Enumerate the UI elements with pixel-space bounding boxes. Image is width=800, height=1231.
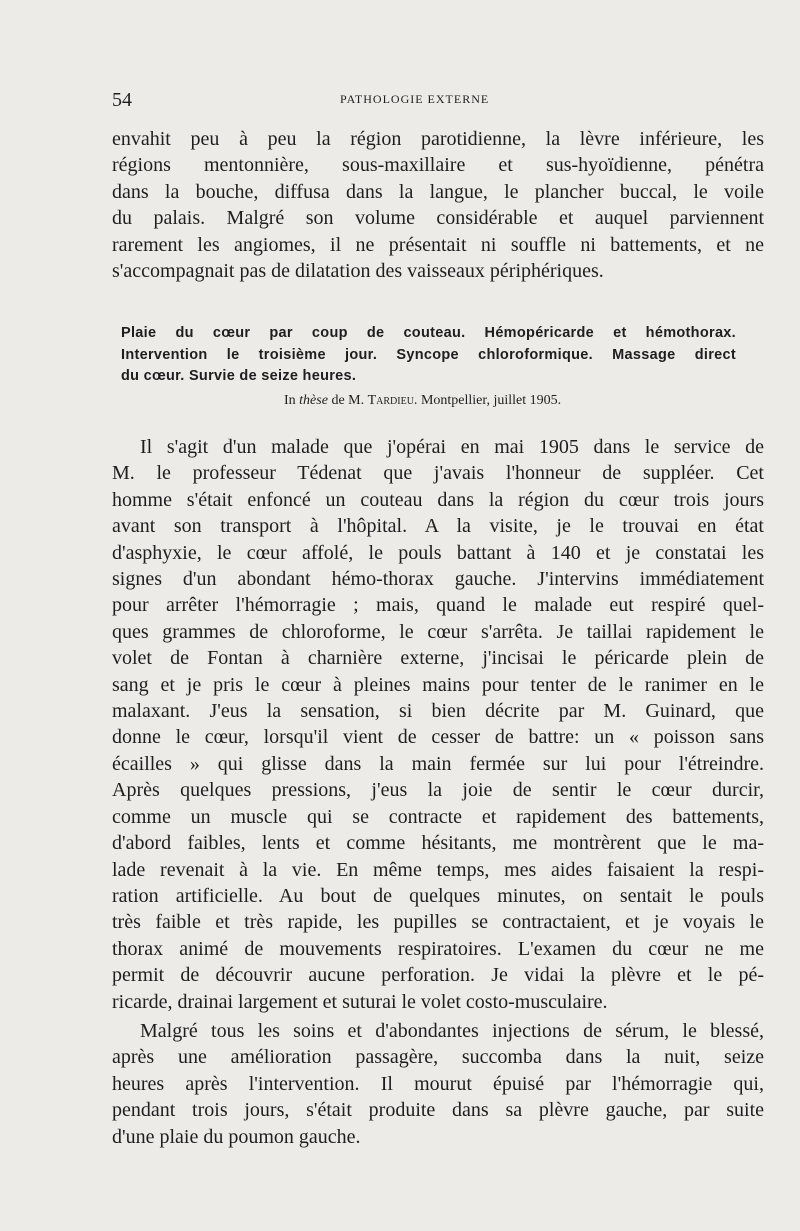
text-line: d'abord faibles, lents et comme hésitants, me montrèrent que le ma- [112,832,764,855]
page-number: 54 [112,89,132,111]
text-line: rarement les angiomes, il ne présentait ni souffle ni battements, et ne [112,233,764,256]
text-line: d'asphyxie, le cœur affolé, le pouls battant à 140 et je constatai les [112,541,764,564]
text-line: signes d'un abondant hémo-thorax gauche. J'intervins immédiatement [112,568,764,591]
text-line: ration artificielle. Au bout de quelques minutes, on sentait le pouls [112,884,764,907]
text-line: malaxant. J'eus la sensation, si bien décrite par M. Guinard, que [112,700,764,723]
text-line: donne le cœur, lorsqu'il vient de cesser de battre: un « poisson sans [112,726,764,749]
text-line: pendant trois jours, s'était produite dans sa plèvre gauche, par suite [112,1099,764,1122]
page-header [112,89,764,111]
paragraph-continued [112,126,764,284]
text-line: sang et je pris le cœur à pleines mains pour tenter de le ranimer en le [112,673,764,696]
heading-line: Plaie du cœur par coup de couteau. Hémopéricarde et hémothorax. [121,325,736,341]
text-line: Après quelques pressions, j'eus la joie de sentir le cœur durcir, [112,779,764,802]
citation-place-date: Montpellier, juillet 1905. [420,393,562,408]
citation-these: thèse [299,393,328,408]
citation-de: de M. [331,393,365,408]
text-line: du palais. Malgré son volume considérable et auquel parviennent [112,207,764,230]
text-line: pour arrêter l'hémorragie ; mais, quand le malade eut respiré quel- [112,594,764,617]
text-line: d'une plaie du poumon gauche. [112,1125,361,1148]
text-line: heures après l'intervention. Il mourut épuisé par l'hémorragie qui, [112,1072,764,1095]
citation-prefix: In [284,393,296,408]
text-line: avant son transport à l'hôpital. A la visite, je le trouvai en état [112,515,764,538]
text-line: dans la bouche, diffusa dans la langue, le plancher buccal, le voile [112,180,764,203]
section-heading [121,323,736,388]
running-title: PATHOLOGIE EXTERNE [340,92,490,106]
text-line: comme un muscle qui se contracte et rapidement des battements, [112,805,764,828]
text-line: M. le professeur Tédenat que j'avais l'honneur de suppléer. Cet [112,462,764,485]
text-line: homme s'était enfoncé un couteau dans la région du cœur trois jours [112,488,764,511]
outcome-paragraph [112,1018,764,1150]
citation-author: Tardieu. [367,393,418,408]
heading-line: Intervention le troisième jour. Syncope chloroformique. Massage direct [121,346,736,363]
text-line: s'accompagnait pas de dilatation des vaisseaux périphériques. [112,260,604,283]
text-line: ques grammes de chloroforme, le cœur s'arrêta. Je taillai rapidement le [112,620,764,643]
text-line: lade revenait à la vie. En même temps, mes aides faisaient la respi- [112,858,764,881]
text-line: thorax animé de mouvements respiratoires. L'examen du cœur ne me [112,937,764,960]
text-line: envahit peu à peu la région parotidienne, la lèvre inférieure, les [112,128,764,150]
text-line: ricarde, drainai largement et suturai le volet costo-musculaire. [112,990,608,1013]
text-line: après une amélioration passagère, succomba dans la nuit, seize [112,1046,764,1069]
text-line: permit de découvrir aucune perforation. Je vidai la plèvre et le pé- [112,964,764,987]
text-line: volet de Fontan à charnière externe, j'incisai le péricarde plein de [112,647,764,670]
text-line: écailles » qui glisse dans la main fermée sur lui pour l'étreindre. [112,752,764,775]
text-line: régions mentonnière, sous-maxillaire et sus-hyoïdienne, pénétra [112,154,764,177]
text-line: Malgré tous les soins et d'abondantes injections de sérum, le blessé, [140,1020,764,1042]
case-report-paragraph [112,434,764,1015]
heading-line: du cœur. Survie de seize heures. [121,368,357,385]
text-line: Il s'agit d'un malade que j'opérai en mai 1905 dans le service de [140,436,764,458]
text-line: très faible et très rapide, les pupilles se contractaient, et je voyais le [112,911,764,934]
source-citation [284,393,561,409]
